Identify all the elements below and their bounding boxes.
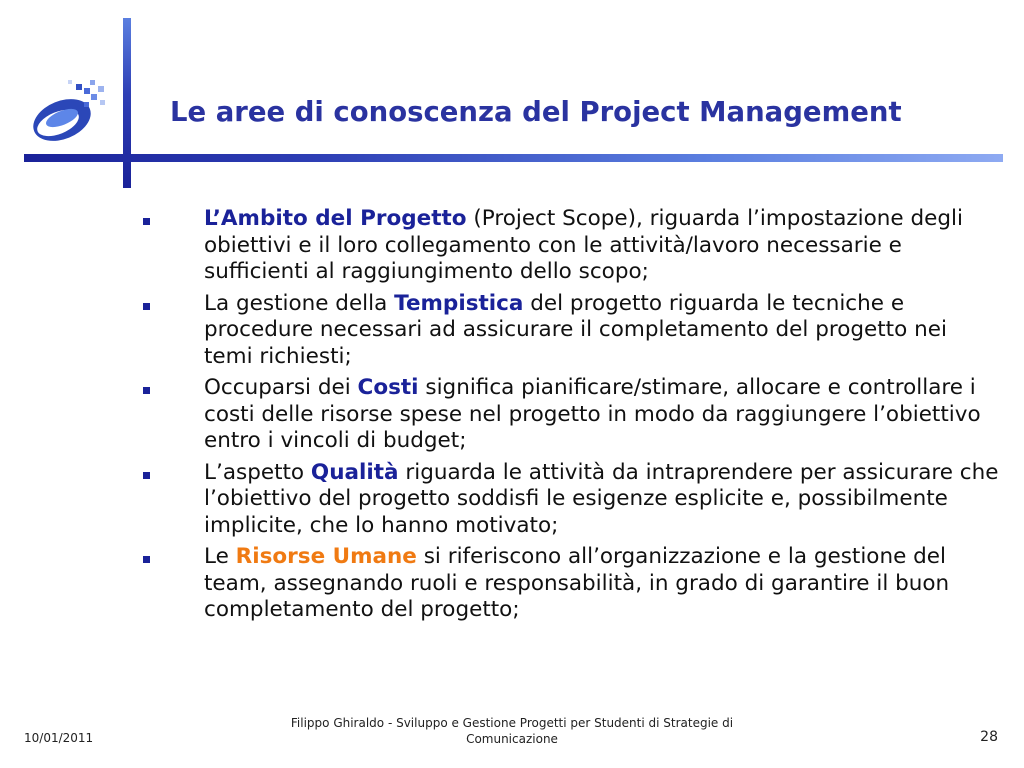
bullet-text-after: si riferiscono all’organizzazione e la gestione del team, assegnando ruoli e responsabilità, in grado di garantire il buon completamento del progetto; bbox=[204, 544, 950, 622]
bullet-list bbox=[138, 206, 1000, 629]
bullet-highlight: Risorse Umane bbox=[235, 544, 417, 569]
bullet-text-before: Occuparsi dei bbox=[204, 375, 358, 400]
bullet-qualita bbox=[138, 460, 1000, 540]
footer-date: 10/01/2011 bbox=[24, 731, 94, 745]
bullet-text-after: riguarda le attività da intraprendere per assicurare che l’obiettivo del progetto soddisfi le esigenze esplicite e, possibilmente implicite, che lo hanno motivato; bbox=[204, 459, 999, 538]
slide-title: Le aree di conoscenza del Project Management bbox=[170, 96, 902, 128]
square-bullet-icon bbox=[143, 556, 150, 563]
bullet-text-after: (Project Scope), riguarda l’impostazione degli obiettivi e il loro collegamento con le attività/lavoro necessarie e sufficienti al raggiungimento dello scopo; bbox=[204, 206, 963, 284]
bullet-highlight: Tempistica bbox=[394, 290, 524, 316]
square-bullet-icon bbox=[143, 303, 150, 310]
bullet-highlight: L’Ambito del Progetto bbox=[204, 206, 467, 231]
bullet-tempistica bbox=[138, 291, 1000, 371]
bullet-text-before: L’aspetto bbox=[204, 459, 311, 485]
bullet-text-after: del progetto riguarda le tecniche e procedure necessari ad assicurare il completamento del progetto nei temi richiesti; bbox=[204, 290, 947, 369]
page-number: 28 bbox=[980, 729, 998, 745]
bullet-text-before: Le bbox=[204, 544, 236, 569]
footer-author bbox=[262, 715, 762, 747]
bullet-highlight: Costi bbox=[357, 375, 419, 400]
bullet-text-after: significa pianificare/stimare, allocare e controllare i costi delle risorse spese nel progetto in modo da raggiungere l’obiettivo entro i vincoli di budget; bbox=[204, 375, 981, 453]
square-bullet-icon bbox=[143, 472, 150, 479]
square-bullet-icon bbox=[143, 387, 150, 394]
bullet-risorse-umane bbox=[138, 544, 1000, 624]
vertical-accent-bar bbox=[123, 18, 131, 188]
footer-author-line1: Filippo Ghiraldo - Sviluppo e Gestione Progetti per Studenti di Strategie di bbox=[290, 716, 734, 730]
bullet-costi bbox=[138, 375, 1000, 455]
bullet-text-before: La gestione della bbox=[204, 290, 395, 316]
bullet-ambito bbox=[138, 206, 1000, 286]
bullet-highlight: Qualità bbox=[310, 459, 399, 485]
logo-icon bbox=[28, 78, 108, 144]
footer-author-line2: Comunicazione bbox=[466, 732, 558, 746]
horizontal-accent-bar bbox=[24, 154, 1003, 162]
square-bullet-icon bbox=[143, 218, 150, 225]
